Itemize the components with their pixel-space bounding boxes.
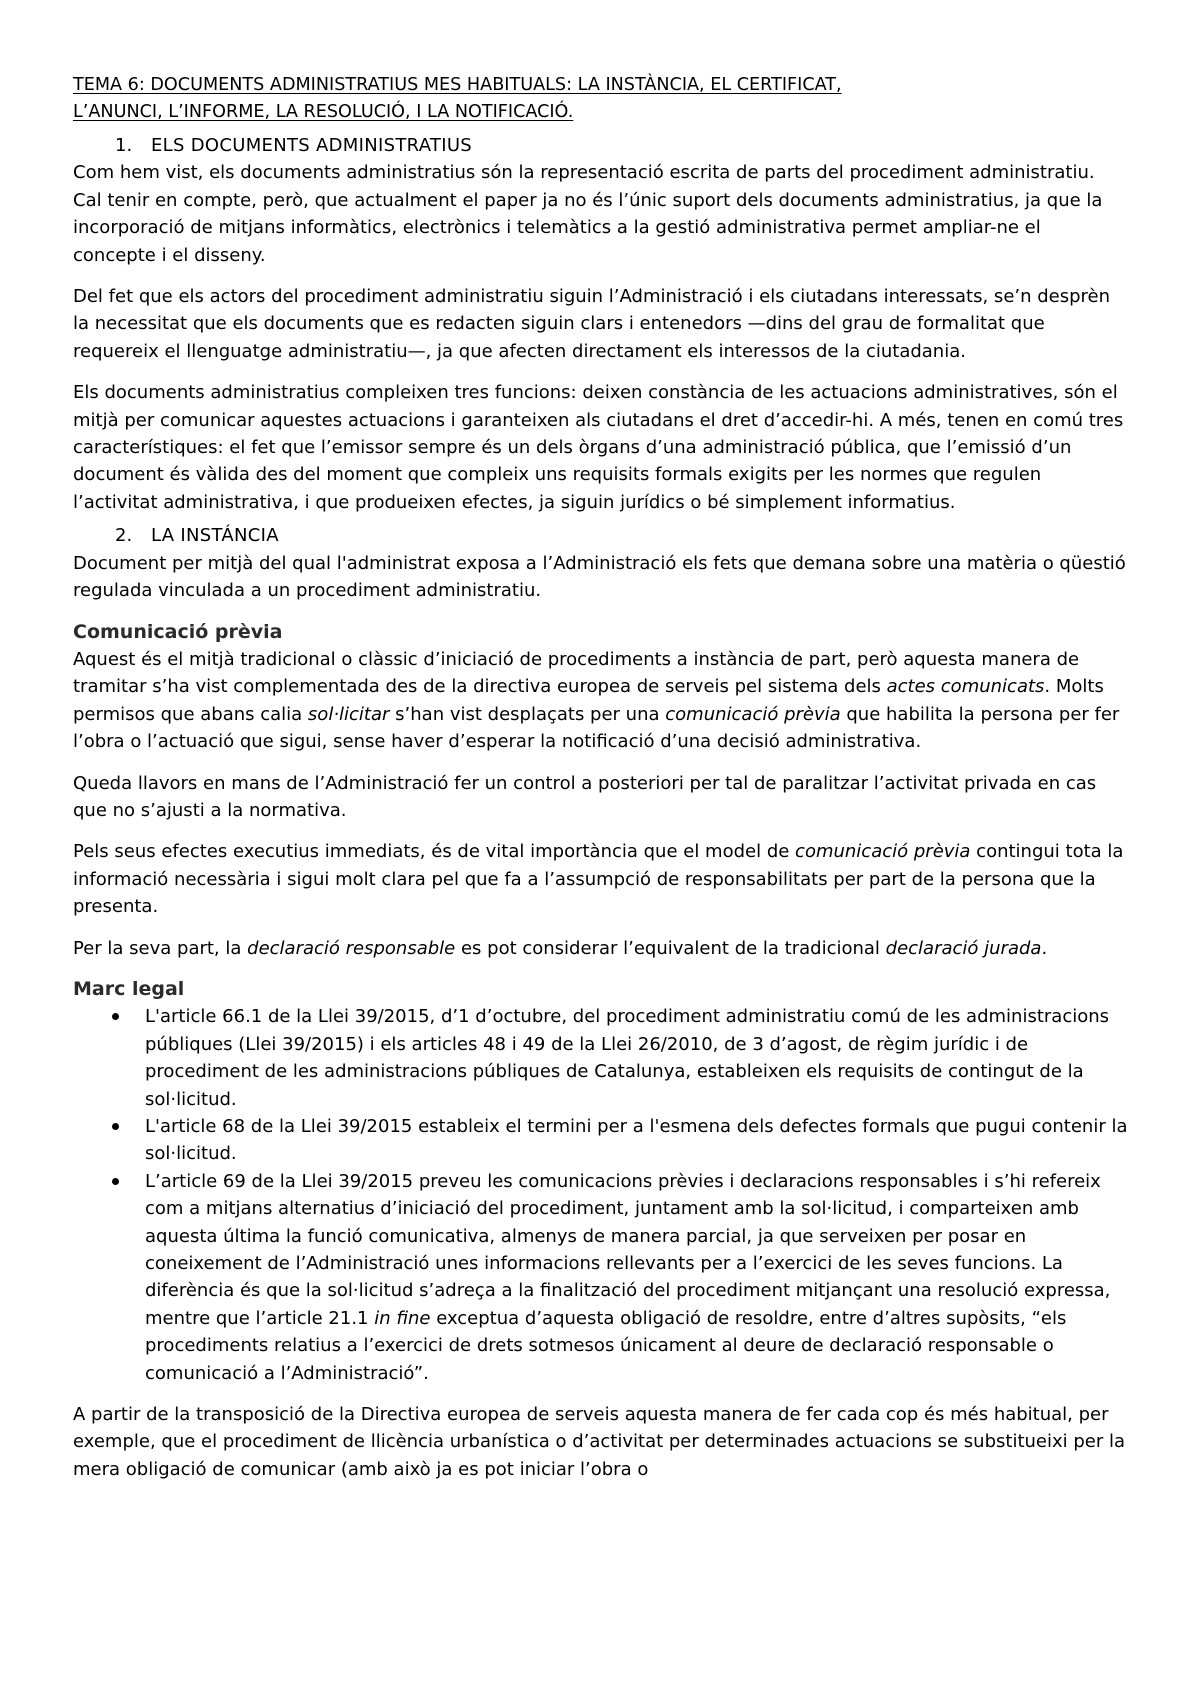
section-1-paragraph-3: Els documents administratius compleixen tres funcions: deixen constància de les actuacions administratives, són el mitjà per comunicar aquestes actuacions i garanteixen als ciutadans el dret d’accedir-hi. A més, tenen en comú tres característiques: el fet que l’emissor sempre és un dels òrgans d’una administració pública, que l’emissió d’un document és vàlida des del moment que compleix uns requisits formals exigits per les normes que regulen l’activitat administrativa, i que produeixen efectes, ja siguin jurídics o bé simplement informatius.: [73, 382, 1124, 513]
title-line-1: TEMA 6: DOCUMENTS ADMINISTRATIUS MES HABITUALS: LA INSTÀNCIA, EL CERTIFICAT,: [73, 75, 842, 95]
comunicacio-paragraph-1: [73, 646, 1128, 756]
list-item-text: L'article 68 de la Llei 39/2015 estableix el termini per a l'esmena dels defectes formals que pugui contenir la sol·licitud.: [145, 1116, 1128, 1165]
section-1-title: ELS DOCUMENTS ADMINISTRATIUS: [151, 135, 473, 156]
section-1-heading: [73, 132, 1128, 159]
list-item: [73, 1168, 1128, 1387]
italic-term: comunicació prèvia: [795, 841, 971, 863]
bullet-icon: [112, 1013, 119, 1020]
section-2-heading: [73, 522, 1128, 549]
document-title: [73, 72, 1128, 126]
italic-term: declaració jurada: [885, 937, 1042, 959]
list-item-text: exceptua d’aquesta obligació de resoldre, entre d’altres supòsits, “els procediments relatius a l’exercici de drets sotmesos únicament al deure de declaració responsable o comunicació a l’Administració”.: [145, 1307, 1067, 1384]
comunicacio-paragraph-3: [73, 838, 1128, 920]
text-run: contingui tota la informació necessària i sigui molt clara pel que fa a l’assumpció de responsabilitats per part de la persona que la presenta.: [73, 841, 1124, 918]
comunicacio-paragraph-4: [73, 935, 1128, 962]
text-run: . Molts permisos que abans calia: [73, 676, 1104, 725]
text-run: Per la seva part, la: [73, 937, 248, 959]
italic-term: comunicació prèvia: [665, 703, 841, 725]
text-run: s’han vist desplaçats per una: [389, 703, 666, 725]
section-1-paragraph-1: Com hem vist, els documents administratius són la representació escrita de parts del procediment administratiu. Cal tenir en compte, però, que actualment el paper ja no és l’únic suport dels documents administratius, ja que la incorporació de mitjans informàtics, electrònics i telemàtics a la gestió administrativa permet ampliar-ne el concepte i el disseny.: [73, 162, 1103, 266]
text-run: es pot considerar l’equivalent de la tradicional: [455, 937, 886, 959]
section-2-paragraph-1: Document per mitjà del qual l'administrat exposa a l’Administració els fets que demana sobre una matèria o qüestió regulada vinculada a un procediment administratiu.: [73, 552, 1126, 602]
section-2-number: 2.: [115, 525, 133, 547]
bullet-icon: [112, 1178, 119, 1185]
final-paragraph: A partir de la transposició de la Directiva europea de serveis aquesta manera de fer cada cop és més habitual, per exemple, que el procediment de llicència urbanística o d’activitat per determinades actuacions se substitueixi per la mera obligació de comunicar (amb això ja es pot iniciar l’obra o: [73, 1404, 1126, 1480]
italic-term: actes comunicats: [886, 676, 1045, 698]
comunicacio-heading: Comunicació prèvia: [73, 620, 283, 643]
text-run: que habilita la persona per fer l’obra o l’actuació que sigui, sense haver d’esperar la notificació d’una decisió administrativa.: [73, 703, 1120, 753]
italic-term: sol·licitar: [307, 703, 390, 725]
section-1-paragraph-2: Del fet que els actors del procediment administratiu siguin l’Administració i els ciutadans interessats, se’n desprèn la necessitat que els documents que es redacten siguin clars i entenedors —dins del grau de formalitat que requereix el llenguatge administratiu—, ja que afecten directament els interessos de la ciutadania.: [73, 286, 1111, 362]
list-item-text: L'article 66.1 de la Llei 39/2015, d’1 d’octubre, del procediment administratiu comú de les administracions públiques (Llei 39/2015) i els articles 48 i 49 de la Llei 26/2010, de 3 d’agost, de règim jurídic i de procediment de les administracions públiques de Catalunya, estableixen els requisits de contingut de la sol·licitud.: [145, 1006, 1110, 1110]
list-item: [73, 1003, 1128, 1113]
text-run: Pels seus efectes executius immediats, és de vital importància que el model de: [73, 841, 796, 863]
section-1-number: 1.: [115, 135, 133, 156]
list-item-text: L’article 69 de la Llei 39/2015 preveu les comunicacions prèvies i declaracions responsables i s’hi refereix com a mitjans alternatius d’iniciació del procediment, juntament amb la sol·licitud, i comparteixen amb aquesta última la funció comunicativa, almenys de manera parcial, ja que serveixen per posar en coneixement de l’Administració unes informacions rellevants per a l’exercici de les seves funcions. La diferència és que la sol·licitud s’adreça a la finalització del procediment mitjançant una resolució expressa, mentre que l’article 21.1: [145, 1170, 1111, 1329]
section-2-title: LA INSTÁNCIA: [151, 525, 279, 547]
list-item: [73, 1113, 1128, 1168]
bullet-icon: [112, 1123, 119, 1130]
text-run: .: [1041, 937, 1048, 959]
marc-legal-list: [73, 1003, 1128, 1387]
marc-legal-heading: Marc legal: [73, 977, 185, 1000]
text-run: Aquest és el mitjà tradicional o clàssic d’iniciació de procediments a instància de part, però aquesta manera de tramitar s’ha vist complementada des de la directiva europea de serveis pel sistema dels: [73, 648, 1080, 698]
comunicacio-paragraph-2: Queda llavors en mans de l’Administració fer un control a posteriori per tal de paralitzar l’activitat privada en cas que no s’ajusti a la normativa.: [73, 772, 1097, 821]
title-line-2: L’ANUNCI, L’INFORME, LA RESOLUCIÓ, I LA NOTIFICACIÓ.: [73, 102, 574, 122]
italic-term: in fine: [374, 1307, 431, 1329]
italic-term: declaració responsable: [247, 937, 456, 959]
